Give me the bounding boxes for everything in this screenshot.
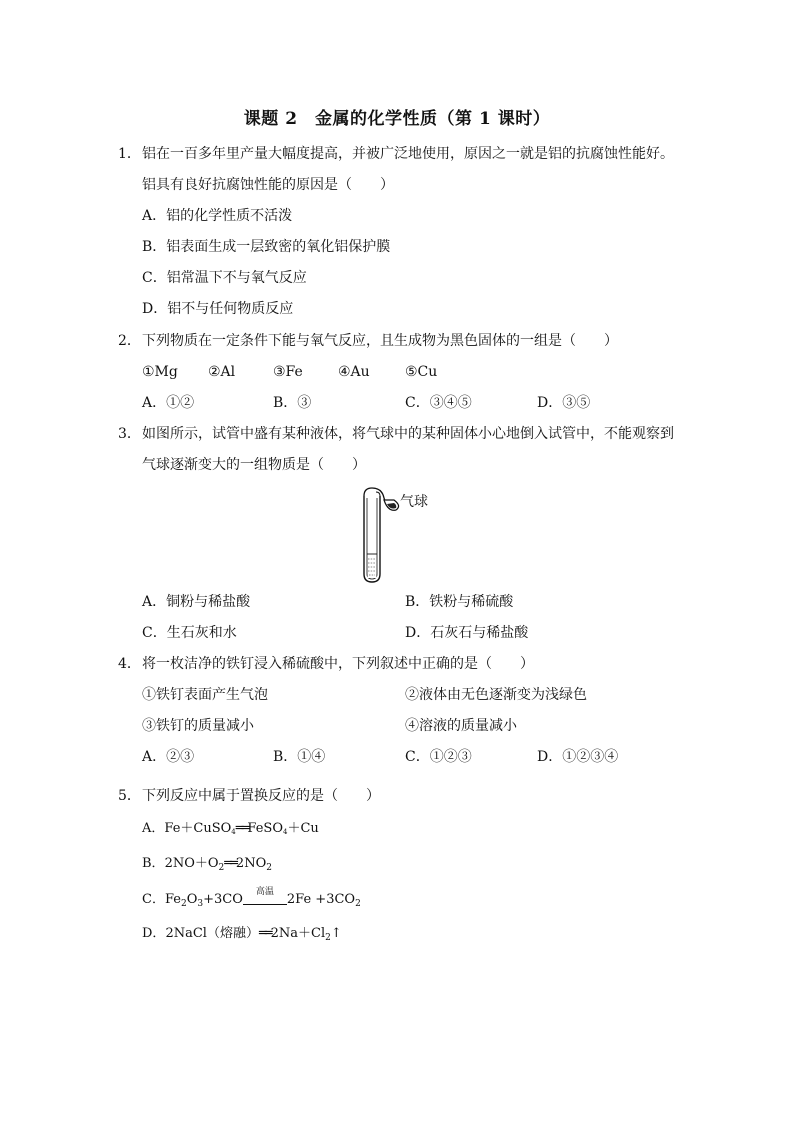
question-4-option-b[interactable]: B．①④ xyxy=(273,749,326,765)
option-a-sub-2: 4 xyxy=(282,828,288,836)
option-d-label: D． xyxy=(142,926,166,941)
question-4-option-c[interactable]: C．①②③ xyxy=(405,749,472,765)
option-d-sub-1: 2 xyxy=(325,933,331,943)
option-d-products: 2Na＋Cl xyxy=(270,926,326,941)
question-1-option-b[interactable]: B．铝表面生成一层致密的氧化铝保护膜 xyxy=(142,239,391,255)
question-5-option-c[interactable] xyxy=(142,887,361,913)
option-c-condition-text: 高温 xyxy=(255,887,274,897)
question-5-stem: 下列反应中属于置换反应的是（ ） xyxy=(142,788,380,804)
option-a-equals: ══ xyxy=(235,821,248,836)
option-b-sub-1: 2 xyxy=(218,863,225,873)
question-2-option-b[interactable]: B．③ xyxy=(273,395,312,411)
question-4-item-3: ③铁钉的质量减小 xyxy=(142,718,254,734)
gas-arrow-up-icon: ↑ xyxy=(330,926,342,941)
option-c-reaction-condition xyxy=(243,887,287,905)
question-2-stem: 下列物质在一定条件下能与氧气反应，且生成物为黑色固体的一组是（ ） xyxy=(142,333,618,349)
question-1-number: 1． xyxy=(118,146,141,162)
option-c-sub-1: 2 xyxy=(180,899,187,909)
question-3-option-d[interactable]: D．石灰石与稀盐酸 xyxy=(405,625,529,641)
option-a-product-2: ＋Cu xyxy=(287,821,319,836)
question-2-item-5: ⑤Cu xyxy=(405,364,438,380)
question-4-item-2: ②液体由无色逐渐变为浅绿色 xyxy=(405,687,587,703)
option-c-reactant-o: O xyxy=(186,892,198,907)
question-3-option-a[interactable]: A．铜粉与稀盐酸 xyxy=(142,594,251,610)
balloon-label: 气球 xyxy=(400,494,428,510)
option-c-label: C． xyxy=(142,892,165,907)
option-c-sub-2: 3 xyxy=(197,899,204,909)
option-b-label: B． xyxy=(142,856,165,871)
question-4-item-1: ①铁钉表面产生气泡 xyxy=(142,687,268,703)
question-1-stem-line-2: 铝具有良好抗腐蚀性能的原因是（ ） xyxy=(142,177,394,193)
question-2-item-3: ③Fe xyxy=(273,364,303,380)
question-3-option-c[interactable]: C．生石灰和水 xyxy=(142,625,237,641)
question-4-stem: 将一枚洁净的铁钉浸入稀硫酸中，下列叙述中正确的是（ ） xyxy=(142,656,534,672)
option-b-equals: ══ xyxy=(224,856,236,871)
option-b-sub-2: 2 xyxy=(266,863,272,873)
question-2-item-1: ①Mg xyxy=(142,364,178,380)
option-c-sub-3: 2 xyxy=(355,899,361,909)
question-2-option-c[interactable]: C．③④⑤ xyxy=(405,395,472,411)
question-5-option-d[interactable] xyxy=(142,925,342,947)
option-a-product-1: FeSO xyxy=(247,821,283,836)
question-2-number: 2． xyxy=(118,333,141,349)
question-1-option-a[interactable]: A．铝的化学性质不活泼 xyxy=(142,208,293,224)
option-d-equals: ══ xyxy=(258,926,271,941)
question-2-option-d[interactable]: D．③⑤ xyxy=(537,395,591,411)
question-1-option-d[interactable]: D．铝不与任何物质反应 xyxy=(142,301,294,317)
question-5-number: 5． xyxy=(118,788,141,804)
option-a-label: A． xyxy=(142,821,165,836)
question-3-stem-line-1: 如图所示，试管中盛有某种液体，将气球中的某种固体小心地倒入试管中，不能观察到 xyxy=(142,426,674,442)
option-d-reactant: 2NaCl（熔融） xyxy=(165,926,259,941)
question-3-number: 3． xyxy=(118,426,141,442)
question-4-number: 4． xyxy=(118,656,141,672)
option-b-product: 2NO xyxy=(235,856,267,871)
page-title: 课题 2 金属的化学性质（第 1 课时） xyxy=(243,109,551,129)
option-a-sub-1: 4 xyxy=(231,828,236,836)
question-1-option-c[interactable]: C．铝常温下不与氧气反应 xyxy=(142,270,307,286)
question-5-option-a[interactable] xyxy=(142,820,319,841)
question-1-stem-line-1: 铝在一百多年里产量大幅度提高，并被广泛地使用，原因之一就是铝的抗腐蚀性能好。 xyxy=(142,146,674,162)
question-2-item-2: ②Al xyxy=(208,364,236,380)
option-c-reactant-fe: Fe xyxy=(164,892,181,907)
question-4-option-d[interactable]: D．①②③④ xyxy=(537,749,619,765)
question-2-option-a[interactable]: A．①② xyxy=(142,395,195,411)
question-3-option-b[interactable]: B．铁粉与稀硫酸 xyxy=(405,594,514,610)
question-3-stem-line-2: 气球逐渐变大的一组物质是（ ） xyxy=(142,457,366,473)
option-c-products: 2Fe +3CO xyxy=(286,892,356,907)
option-c-reactant-co: +3CO xyxy=(203,892,243,907)
question-2-item-4: ④Au xyxy=(338,364,370,380)
test-tube-balloon-figure xyxy=(358,486,448,586)
question-4-option-a[interactable]: A．②③ xyxy=(142,749,195,765)
option-b-reactants: 2NO＋O xyxy=(164,856,219,871)
option-a-reactants: Fe＋CuSO xyxy=(164,821,232,836)
question-5-option-b[interactable] xyxy=(142,855,272,877)
question-4-item-4: ④溶液的质量减小 xyxy=(405,718,517,734)
